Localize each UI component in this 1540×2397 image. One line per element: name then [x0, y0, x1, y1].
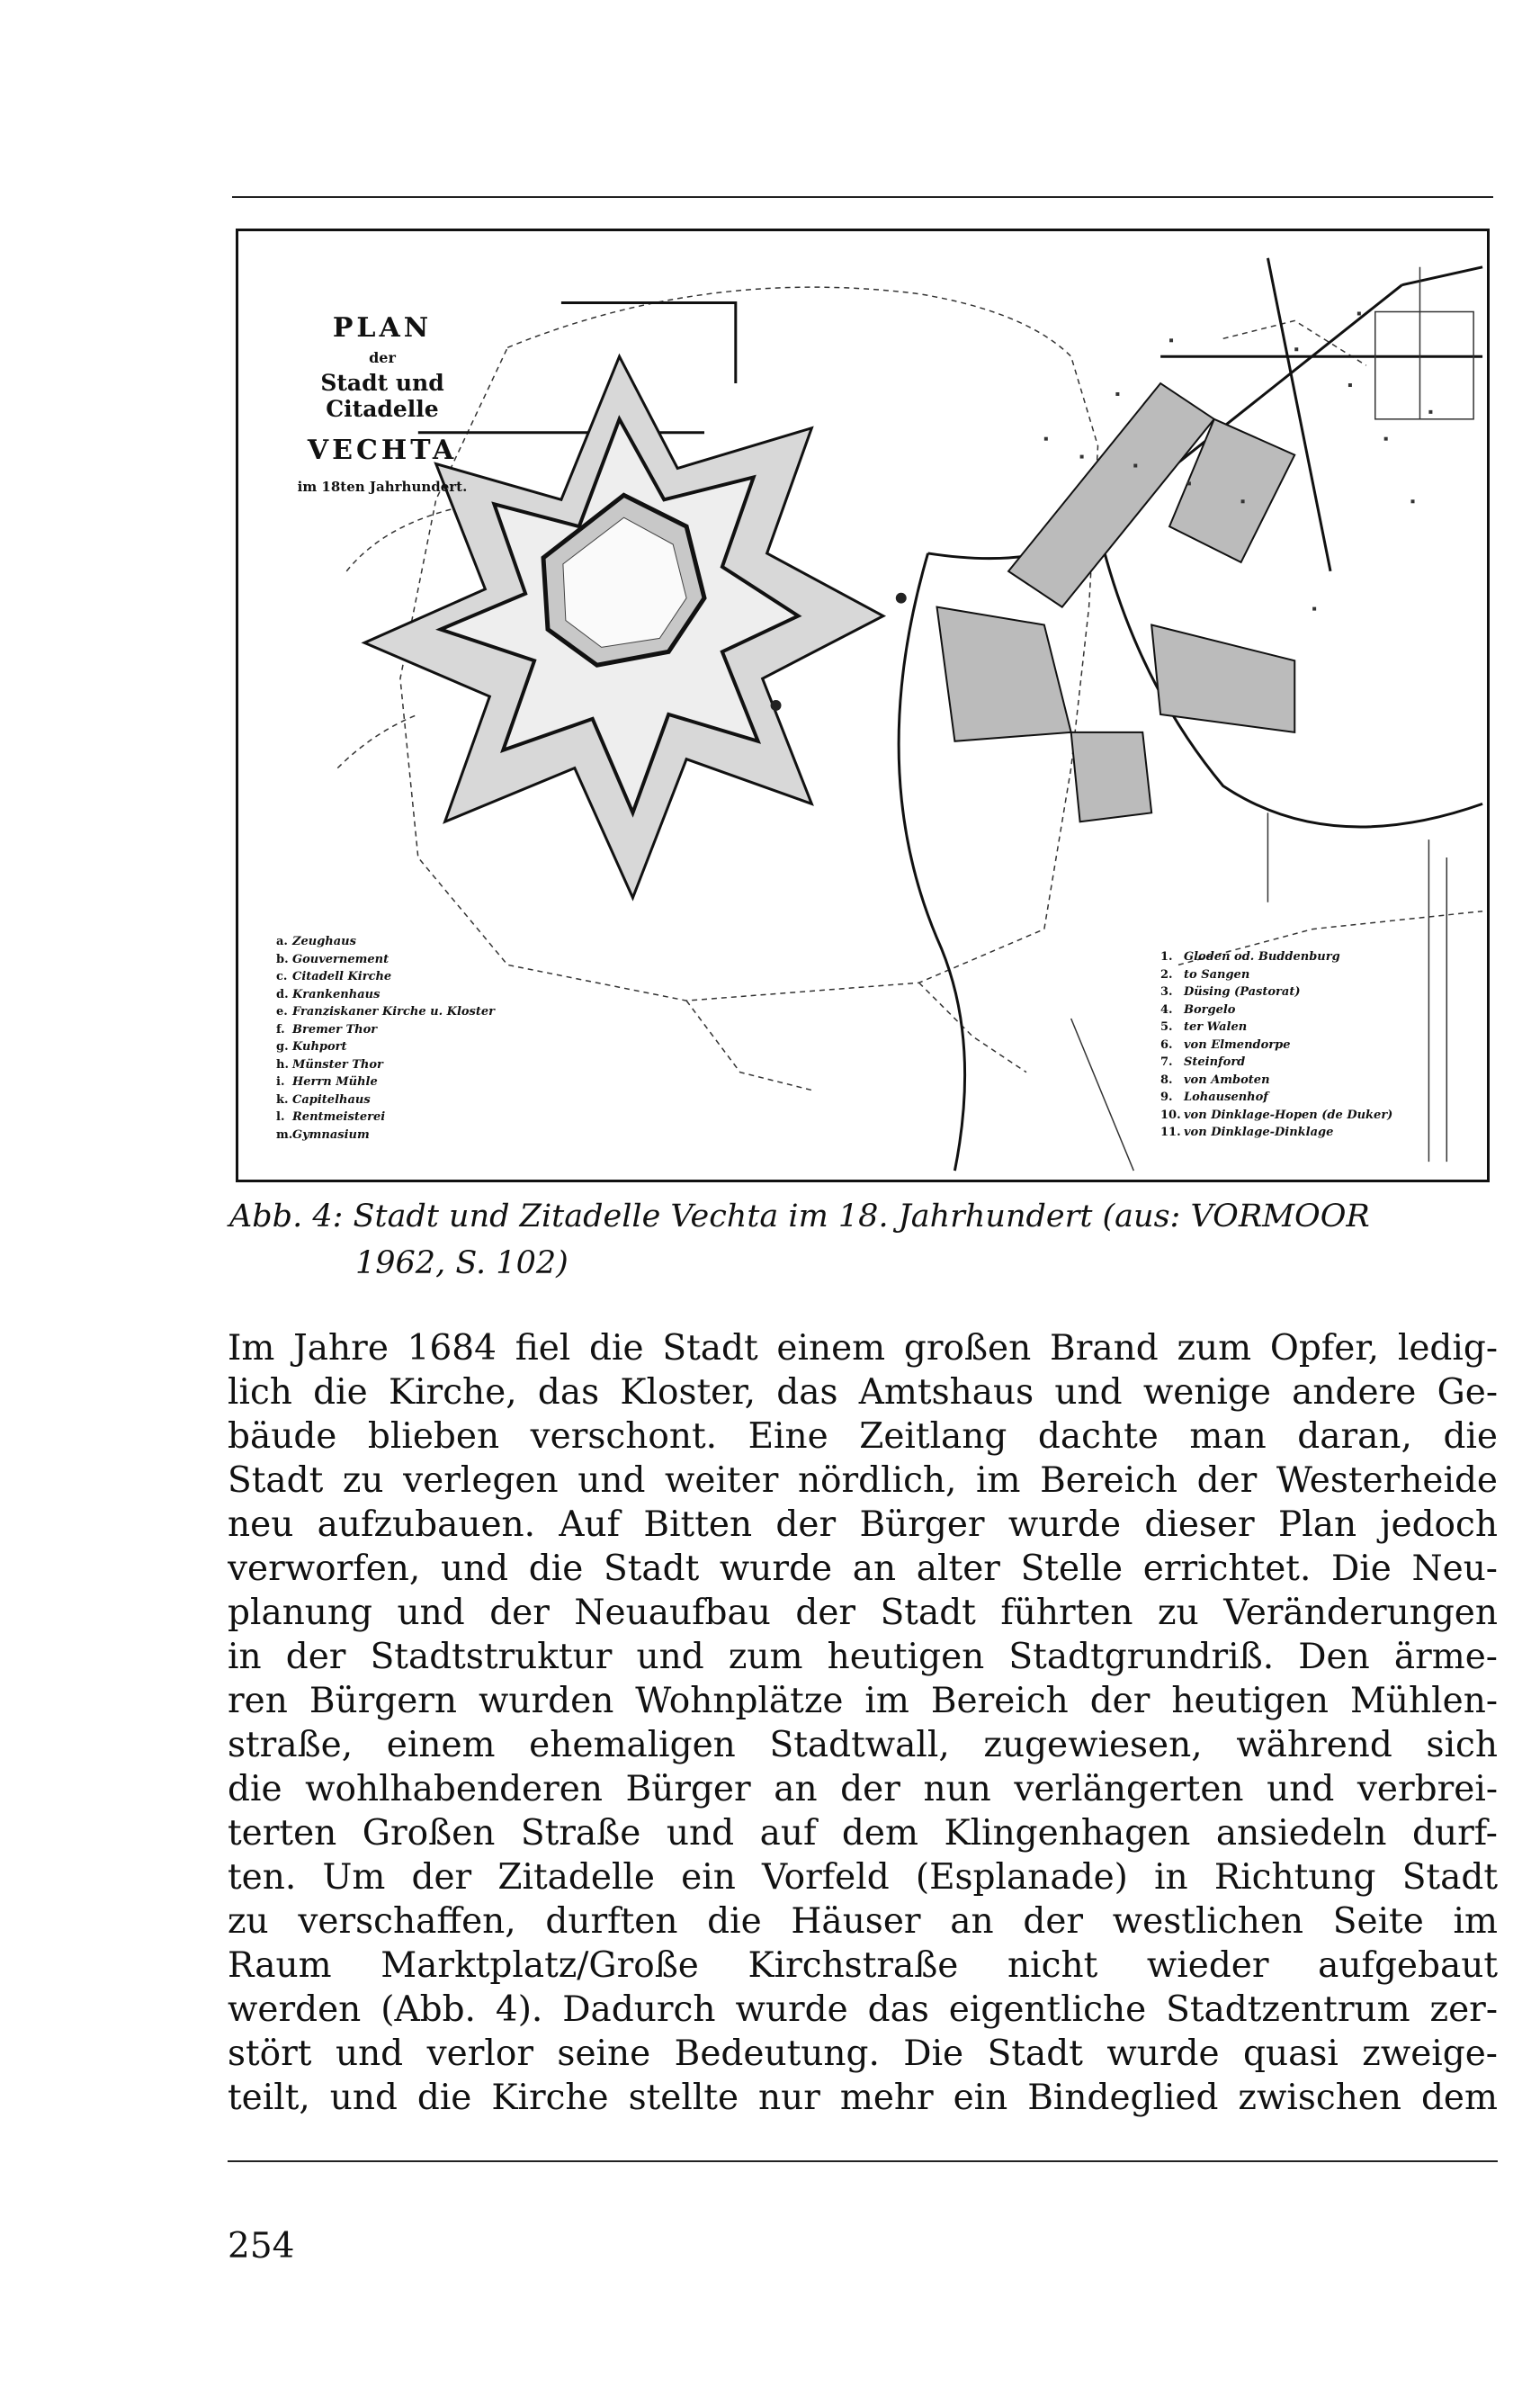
- map-title-stadt: Stadt und Citadelle: [320, 370, 444, 422]
- legend-item: 9. Lohausenhof: [1160, 1091, 1268, 1104]
- legend-item: 11. von Dinklage-Dinklage: [1160, 1126, 1334, 1139]
- legend-item: g. Kuhport: [276, 1040, 347, 1054]
- legend-item: 3. Düsing (Pastorat): [1160, 985, 1301, 999]
- body-line: neu aufzubauen. Auf Bitten der Bürger wurde dieser Plan jedoch: [228, 1504, 1498, 1545]
- figure-map: [236, 229, 1490, 1182]
- legend-item: b. Gouvernement: [276, 952, 389, 966]
- legend-item: 7. Steinford: [1160, 1055, 1246, 1069]
- body-line: planung und der Neuaufbau der Stadt führten zu Veränderungen: [228, 1593, 1498, 1633]
- legend-item: l. Rentmeisterei: [276, 1110, 386, 1124]
- header-rule: [232, 196, 1493, 198]
- body-line: werden (Abb. 4). Dadurch wurde das eigentliche Stadtzentrum zer-: [228, 1989, 1498, 2030]
- body-line: straße, einem ehemaligen Stadtwall, zugewiesen, während sich: [228, 1725, 1498, 1765]
- body-line: ren Bürgern wurden Wohnplätze im Bereich der heutigen Mühlen-: [228, 1681, 1498, 1721]
- legend-item: 6. von Elmendorpe: [1160, 1037, 1291, 1052]
- body-line: terten Großen Straße und auf dem Klingenhagen ansiedeln durf-: [228, 1813, 1498, 1854]
- legend-item: a. Zeughaus: [276, 935, 356, 948]
- figure-caption: [229, 1193, 1498, 1287]
- legend-item: d. Krankenhaus: [276, 987, 381, 1001]
- map-title-cartouche: [265, 312, 499, 495]
- body-line: Stadt zu verlegen und weiter nördlich, im Bereich der Westerheide: [228, 1460, 1498, 1501]
- body-line: stört und verlor seine Bedeutung. Die Stadt wurde quasi zweige-: [228, 2033, 1498, 2074]
- body-line: ten. Um der Zitadelle ein Vorfeld (Esplanade) in Richtung Stadt: [228, 1857, 1498, 1898]
- body-line: zu verschaffen, durften die Häuser an der westlichen Seite im: [228, 1901, 1498, 1942]
- map-title-plan: PLAN: [332, 312, 433, 344]
- legend-item: 8. von Amboten: [1160, 1073, 1270, 1087]
- legend-item: h. Münster Thor: [276, 1057, 383, 1072]
- body-line: bäude blieben verschont. Eine Zeitlang dachte man daran, die: [228, 1416, 1498, 1457]
- caption-line-1: Abb. 4: Stadt und Zitadelle Vechta im 18. Jahrhundert (aus: VORMOOR: [229, 1198, 1370, 1234]
- map-title-century: im 18ten Jahrhundert.: [297, 479, 468, 495]
- map-legend-right: [1160, 948, 1392, 1142]
- legend-item: f. Bremer Thor: [276, 1022, 378, 1037]
- map-legend-left: [276, 933, 495, 1144]
- legend-item: 1. Gloden od. Buddenburg: [1160, 950, 1340, 964]
- body-line: verworfen, und die Stadt wurde an alter Stelle errichtet. Die Neu-: [228, 1549, 1498, 1589]
- caption-line-2: 1962, S. 102): [355, 1245, 569, 1281]
- legend-item: 10. von Dinklage-Hopen (de Duker): [1160, 1108, 1393, 1122]
- body-line: die wohlhabenderen Bürger an der nun verlängerten und verbrei-: [228, 1769, 1498, 1809]
- legend-item: k. Capitelhaus: [276, 1092, 371, 1107]
- page-number: 254: [228, 2226, 295, 2267]
- legend-item: c. Citadell Kirche: [276, 970, 392, 983]
- legend-item: e. Franziskaner Kirche u. Kloster: [276, 1005, 495, 1019]
- legend-item: 5. ter Walen: [1160, 1020, 1248, 1034]
- body-line: lich die Kirche, das Kloster, das Amtshaus und wenige andere Ge-: [228, 1372, 1498, 1413]
- body-line: in der Stadtstruktur und zum heutigen Stadtgrundriß. Den ärme-: [228, 1637, 1498, 1677]
- body-line: Im Jahre 1684 fiel die Stadt einem großen Brand zum Opfer, ledig-: [228, 1328, 1498, 1369]
- legend-item: 4. Borgelo: [1160, 1002, 1236, 1017]
- legend-item: m.Gymnasium: [276, 1127, 370, 1142]
- map-title-vechta: VECHTA: [307, 435, 458, 466]
- body-line: Raum Marktplatz/Große Kirchstraße nicht wieder aufgebaut: [228, 1945, 1498, 1986]
- map-title-der: der: [369, 349, 396, 366]
- legend-item: i. Herrn Mühle: [276, 1075, 378, 1089]
- footer-rule: [228, 2160, 1498, 2162]
- body-line: teilt, und die Kirche stellte nur mehr ein Bindeglied zwischen dem: [228, 2078, 1498, 2118]
- legend-item: 2. to Sangen: [1160, 967, 1250, 982]
- body-paragraph: [228, 1326, 1498, 2120]
